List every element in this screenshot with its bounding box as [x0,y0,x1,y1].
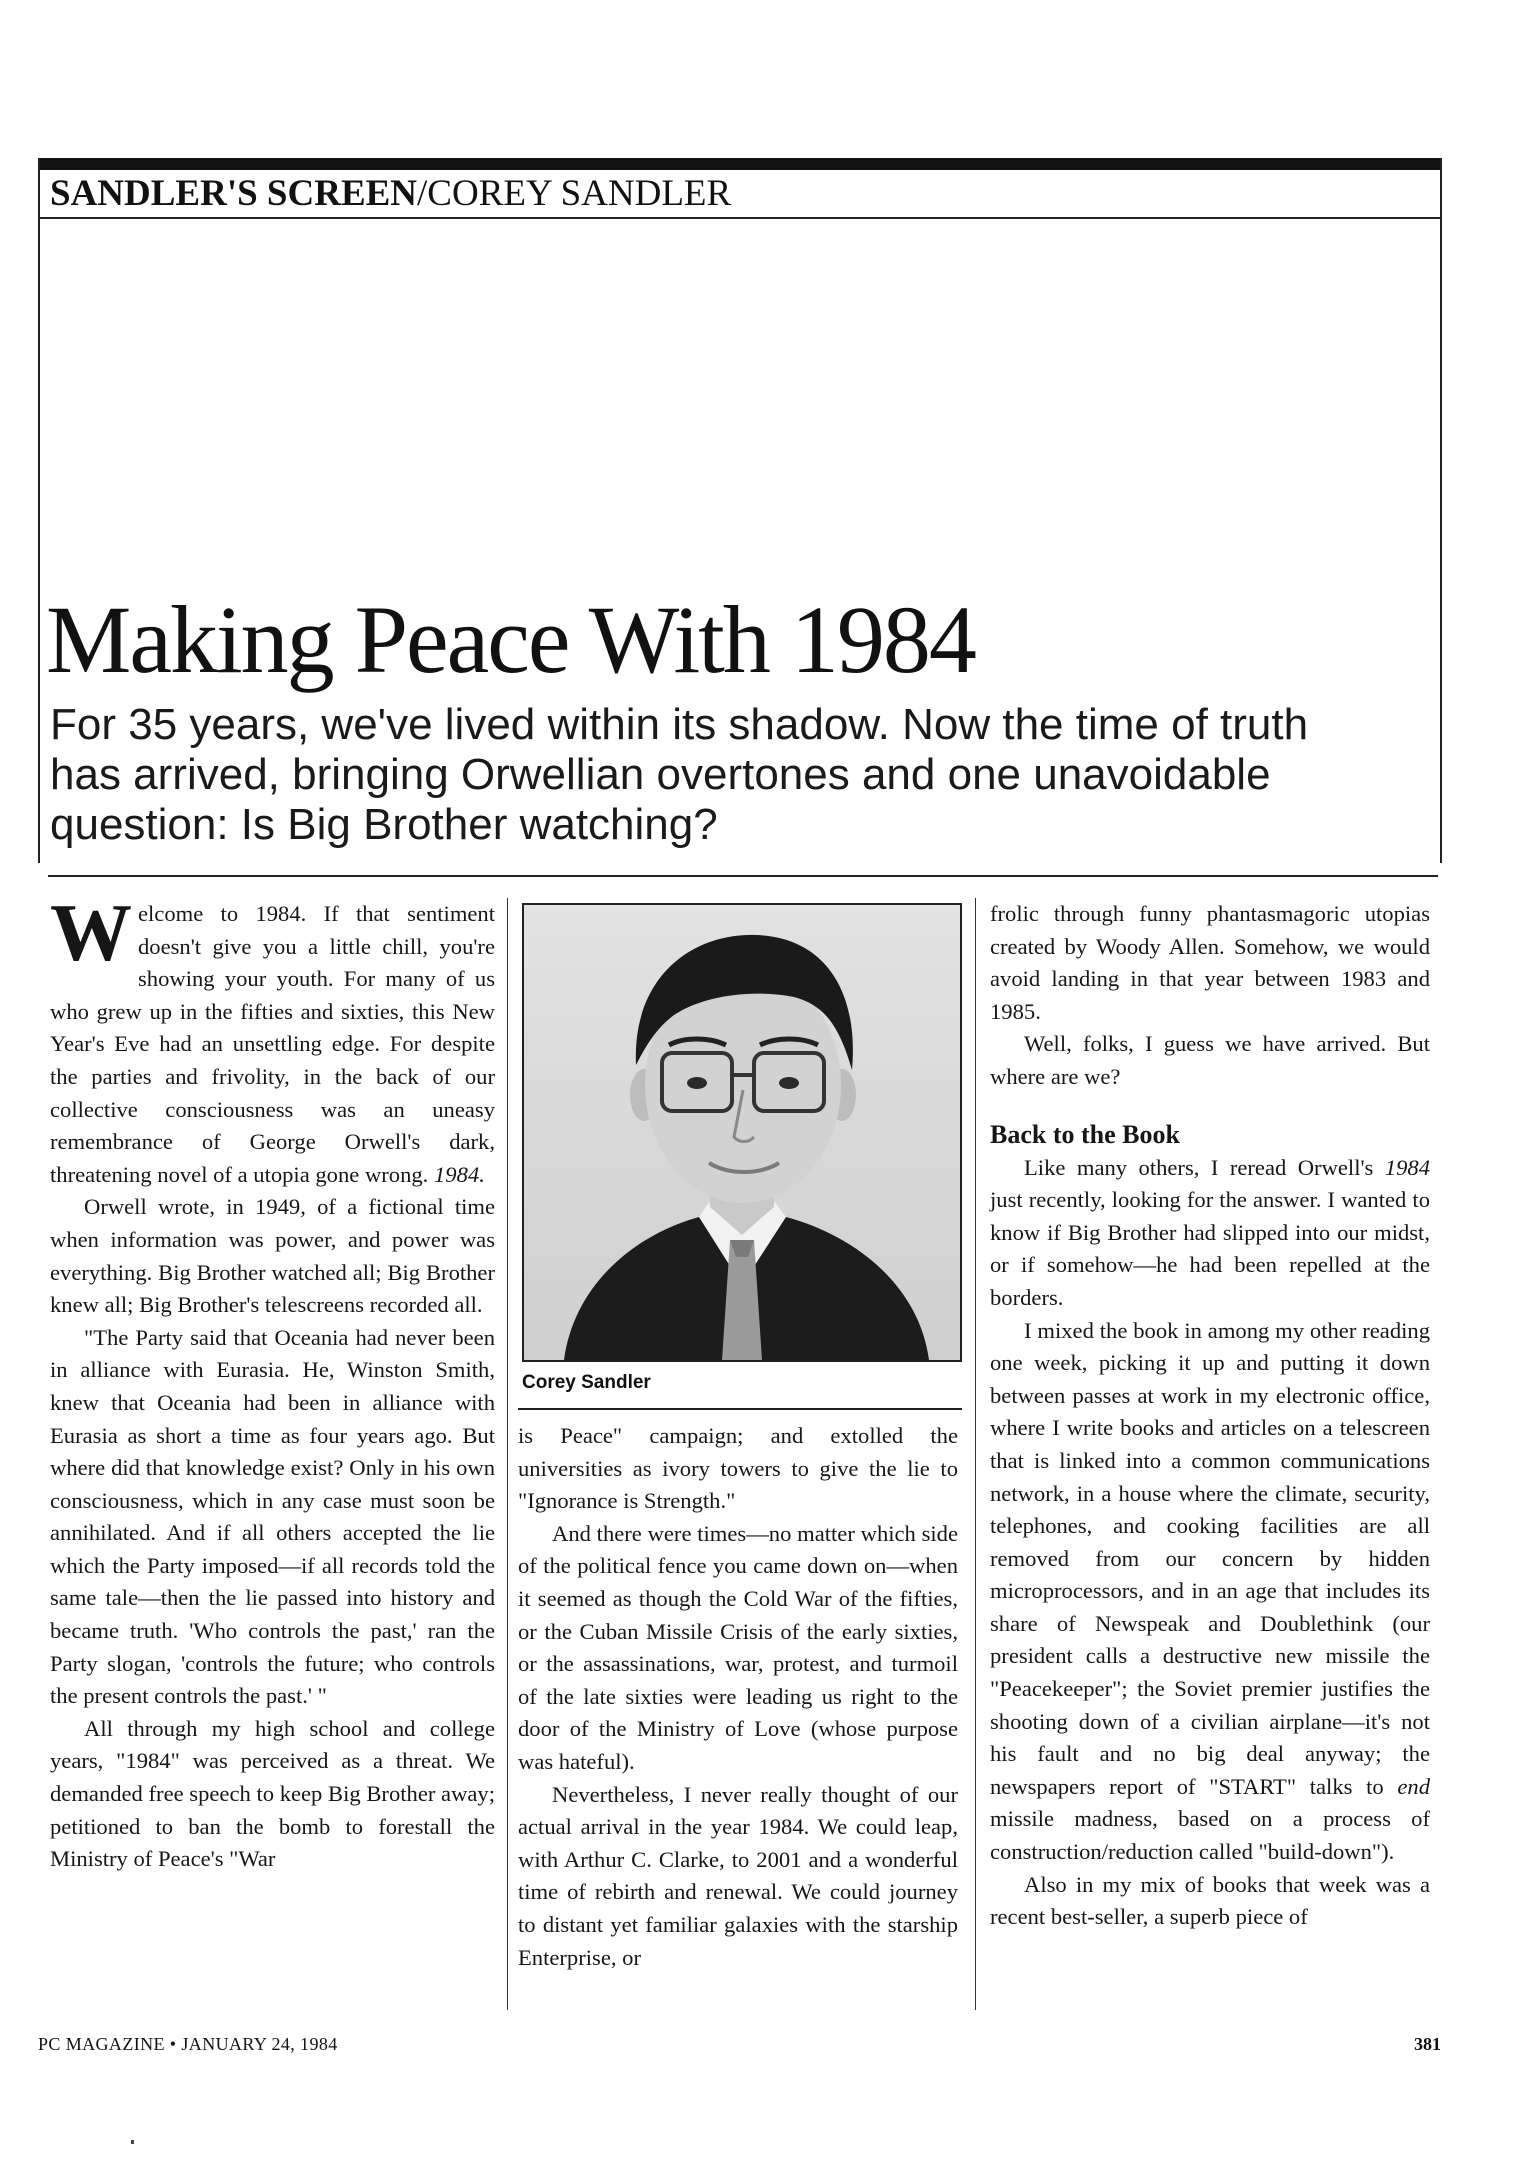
paragraph: frolic through funny phantasmagoric utopias created by Woody Allen. Somehow, we would avoid landing in that year between 1983 and 1985. [990,901,1430,1024]
paragraph-text: just recently, looking for the answer. I wanted to know if Big Brother had slipped into our midst, or if somehow—he had been repelled at the borders. [990,1187,1430,1310]
paragraph: All through my high school and college years, "1984" was perceived as a threat. We demanded free speech to keep Big Brother away; petitioned to ban the bomb to forestall the Ministry of Peace's "War [50,1715,495,1872]
paragraph-text: elcome to 1984. If that sentiment doesn't give you a little chill, you're showing your youth. For many of us who grew up in the fifties and sixties, this New Year's Eve had an unsettling edge. For despite the parties and frivolity, in the back of our collective consciousness was an uneasy remembrance of George Orwell's dark, threatening novel of a utopia gone wrong. [50,901,495,1187]
paragraph: And there were times—no matter which side of the political fence you came down on—when it seemed as though the Cold War of the fifties, or the Cuban Missile Crisis of the early sixties, or the assassinations, war, protest, and turmoil of the late sixties were leading us right to the door of the Ministry of Love (whose purpose was hateful). [518,1520,958,1774]
paragraph: Nevertheless, I never really thought of our actual arrival in the year 1984. We could leap, with Arthur C. Clarke, to 2001 and a wonderful time of rebirth and renewal. We could journey to distant yet familiar galaxies with the starship Enterprise, or [518,1781,958,1970]
emphasis-italic: end [1397,1773,1430,1799]
column-heading [50,174,731,214]
paragraph [990,1152,1430,1315]
paragraph-text: I mixed the book in among my other reading one week, picking it up and putting it down between passes at work in my electronic office, where I write books and articles on a telescreen that is linked into a common communications network, in a house where the climate, security, telephones, and cooking facilities are all removed from our concern by hidden microprocessors, and in an age that includes its share of Newspeak and Doublethink (our president calls a destructive new missile the "Peacekeeper"; the Soviet premier justifies the shooting down of a civilian airplane—it's not his fault and no big deal anyway; the newspapers report of "START" talks to [990,1317,1430,1799]
paragraph: is Peace" campaign; and extolled the universities as ivory towers to give the lie to "Ignorance is Strength." [518,1423,958,1514]
column-divider [975,898,976,2010]
paragraph: Also in my mix of books that week was a recent best-seller, a superb piece of [990,1871,1430,1930]
paragraph: Well, folks, I guess we have arrived. But where are we? [990,1031,1430,1089]
paragraph [50,887,495,1191]
paragraph [990,1315,1430,1869]
header-box-right-edge [1440,158,1442,863]
paragraph-text: Like many others, I reread Orwell's [1024,1154,1374,1180]
author-portrait-image [524,905,960,1360]
book-title-italic: 1984. [434,1161,485,1187]
paragraph: Orwell wrote, in 1949, of a fictional time when information was power, and power was everything. Big Brother watched all; Big Brother knew all; Big Brother's telescreens recorded all. [50,1194,495,1318]
header-rule-thick [38,158,1442,170]
article-title: Making Peace With 1984 [46,586,975,693]
text-column-1 [50,887,495,1876]
body-top-rule [48,875,1438,877]
author-photo [522,903,962,1362]
text-column-3 [990,898,1430,1934]
article-deck: For 35 years, we've lived within its shadow. Now the time of truth has arrived, bringing Orwellian overtones and one unavoidable question: Is Big Brother watching? [50,700,1309,849]
photo-caption: Corey Sandler [522,1372,651,1393]
page-number: 381 [1414,2034,1441,2054]
column-divider [507,898,508,2010]
book-title-italic: 1984 [1384,1154,1430,1180]
paragraph-text: missile madness, based on a process of construction/reduction called "build-down"). [990,1806,1430,1865]
footer-publication: PC MAGAZINE • JANUARY 24, 1984 [38,2034,338,2054]
scan-speck [131,2140,134,2144]
header-box-left-edge [38,158,40,863]
drop-cap: W [50,887,132,978]
paragraph: "The Party said that Oceania had never been in alliance with Eurasia. He, Winston Smith, knew that Oceania had been in alliance with Eurasia as short a time as four years ago. But where did that knowledge exist? Only in his own consciousness, which in any case must soon be annihilated. And if all others accepted the lie which the Party imposed—if all records told the same tale—then the lie passed into history and became truth. 'Who controls the past,' ran the Party slogan, 'controls the future; who controls the present controls the past.' " [50,1324,495,1709]
text-column-2 [518,1420,958,1974]
section-subhead: Back to the Book [990,1119,1180,1149]
header-rule-thin [38,217,1442,219]
column-author: /COREY SANDLER [417,173,732,214]
caption-rule [518,1408,962,1410]
column-name: SANDLER'S SCREEN [50,173,418,214]
